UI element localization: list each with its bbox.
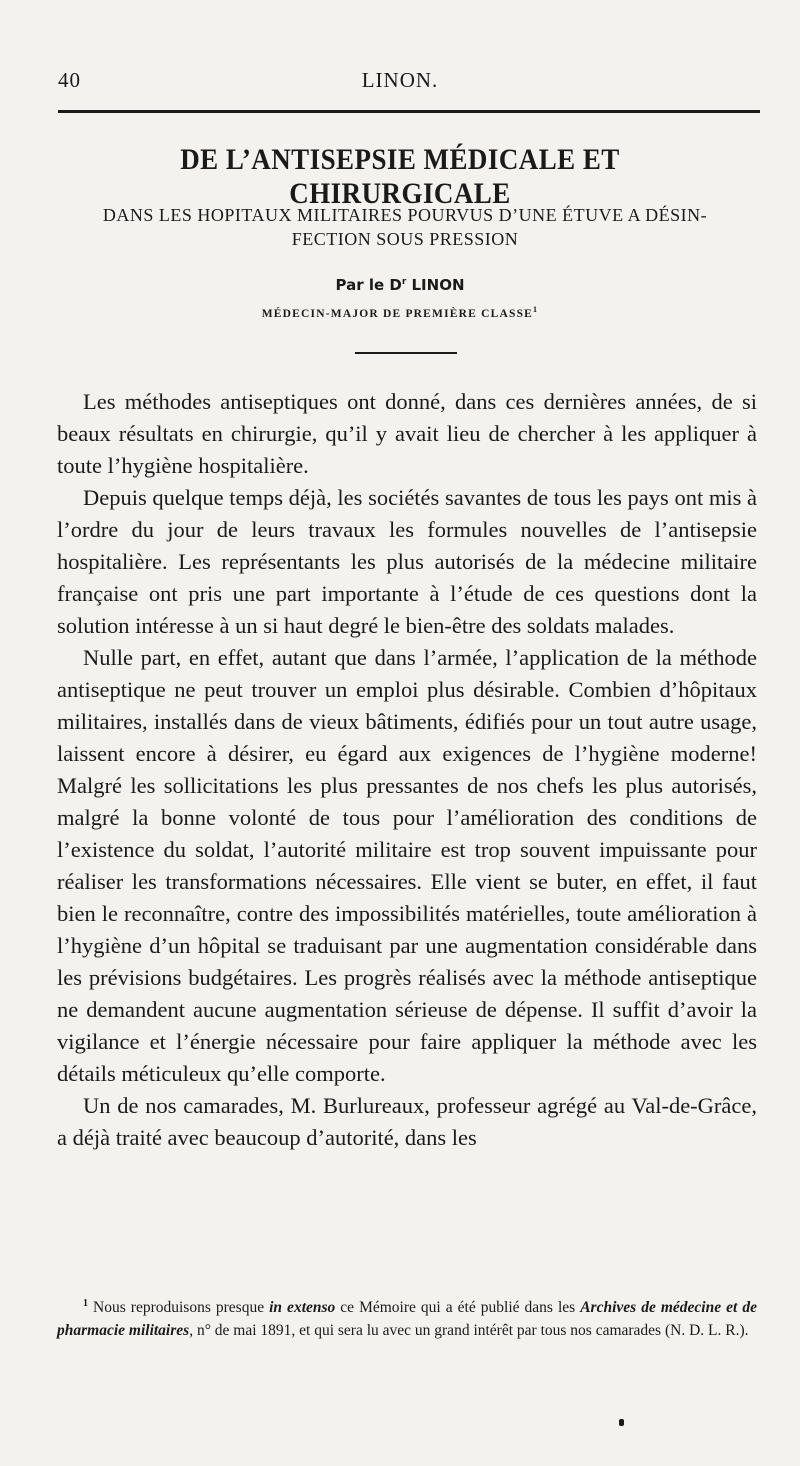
footnote xyxy=(57,1292,757,1342)
paragraph: Nulle part, en effet, autant que dans l’armée, l’application de la méthode antiseptique ne peut trouver un emploi plus désirable. Combien d’hôpitaux militaires, installés dans de vieux bâtiments, édifiés pour un tout autre usage, laissent encore à désirer, eu égard aux exigences de l’hygiène moderne! Malgré les sollicitations les plus pressantes de nos chefs les plus autorisés, malgré la bonne volonté de tous pour l’amélioration des conditions de l’existence du soldat, l’autorité militaire est trop souvent impuissante pour réaliser les transformations nécessaires. Elle vient se buter, en effet, il faut bien le reconnaître, contre des impossibilités matérielles, toute amélioration à l’hygiène d’un hôpital se traduisant par une augmentation considérable dans les prévisions budgétaires. Les progrès réalisés avec la méthode antiseptique ne demandent aucune augmentation sérieuse de dépense. Il suffit d’avoir la vigilance et l’énergie nécessaire pour faire appliquer la méthode avec les détails méticuleux qu’elle comporte. xyxy=(57,645,757,1086)
article-subtitle xyxy=(60,203,750,251)
footnote-mark: 1 xyxy=(83,1298,88,1309)
paragraph: Un de nos camarades, M. Burlureaux, professeur agrégé au Val-de-Grâce, a déjà traité avec beaucoup d’autorité, dans les xyxy=(57,1093,757,1150)
running-head xyxy=(58,60,742,96)
footnote-text: Nous reproduisons presque xyxy=(93,1299,270,1317)
header-rule xyxy=(58,110,760,113)
footnote-text: ce Mémoire qui a été publié dans les xyxy=(335,1299,581,1317)
affiliation-text: MÉDECIN-MAJOR DE PREMIÈRE CLASSE xyxy=(261,307,534,320)
printer-mark xyxy=(619,1419,624,1426)
subtitle-line: FECTION SOUS PRESSION xyxy=(291,229,519,249)
byline-superscript: r xyxy=(401,277,407,287)
paragraph: Les méthodes antiseptiques ont donné, dans ces dernières années, de si beaux résultats en chirurgie, qu’il y avait lieu de chercher à les appliquer à toute l’hygiène hospitalière. xyxy=(57,389,757,478)
paragraph: Depuis quelque temps déjà, les sociétés savantes de tous les pays ont mis à l’ordre du jour de leurs travaux les formules nouvelles de l’antisepsie hospitalière. Les représentants les plus autorisés de la médecine militaire française ont pris une part importante à l’étude de ces questions dont la solution intéresse à un si haut degré le bien-être des soldats malades. xyxy=(57,485,757,638)
subtitle-line: DANS LES HOPITAUX MILITAIRES POURVUS D’UNE ÉTUVE A DÉSIN- xyxy=(102,205,708,225)
article-body xyxy=(57,386,757,1154)
title-separator-rule xyxy=(355,352,457,354)
footnotes xyxy=(57,1292,757,1342)
author-name: LINON xyxy=(411,276,465,294)
footnote-text: , n° de mai 1891, et qui sera lu avec un grand intérêt par tous nos camarades (N. D. L. R.). xyxy=(189,1322,749,1340)
author-affiliation xyxy=(0,305,800,320)
running-title: LINON. xyxy=(361,68,439,92)
page-number: 40 xyxy=(58,68,81,92)
byline-prefix: Par le D xyxy=(335,276,402,294)
footnote-reference: 1 xyxy=(533,305,539,314)
author-byline xyxy=(0,276,800,294)
article-title: DE L’ANTISEPSIE MÉDICALE ET CHIRURGICALE xyxy=(180,143,620,210)
footnote-journal-title: Archives de médecine et de pharmacie militaires xyxy=(57,1299,757,1340)
footnote-emphasis: in extenso xyxy=(269,1299,336,1317)
